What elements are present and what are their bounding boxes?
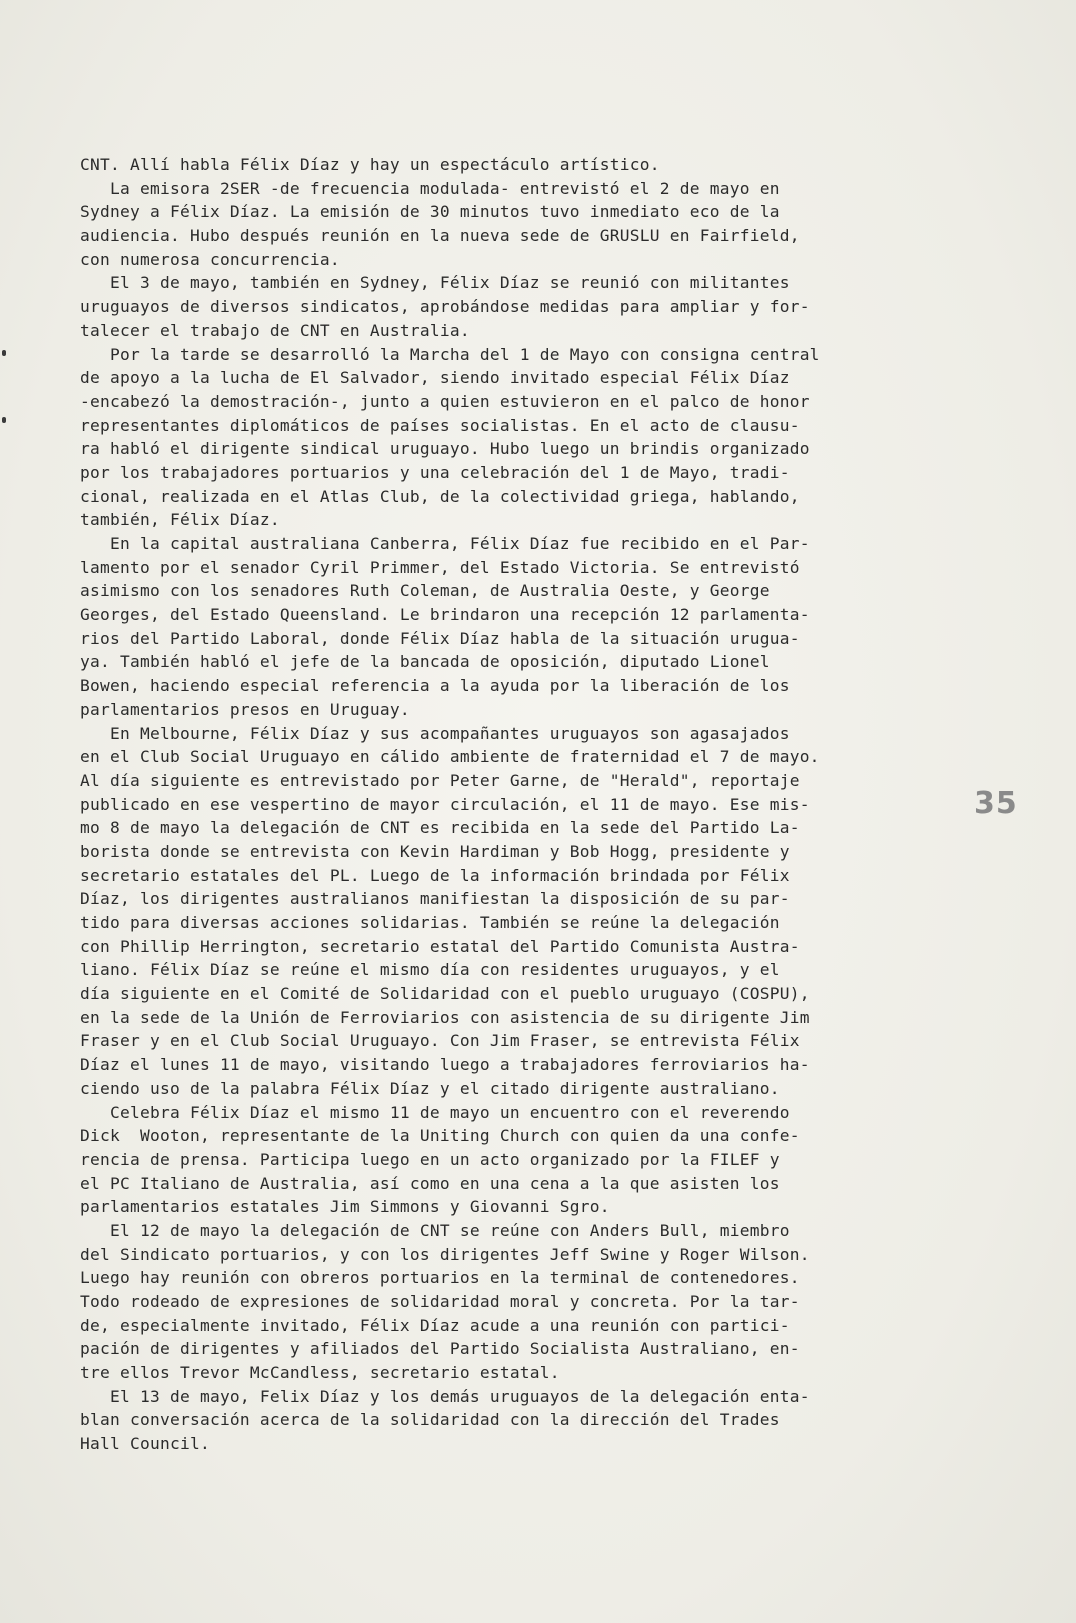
text-line: borista donde se entrevista con Kevin Hardiman y Bob Hogg, presidente y <box>80 841 790 861</box>
text-line: Todo rodeado de expresiones de solidaridad moral y concreta. Por la tar- <box>80 1292 800 1311</box>
text-line: Georges, del Estado Queensland. Le brindaron una recepción 12 parlamenta- <box>80 605 810 625</box>
text-line: El 12 de mayo la delegación de CNT se reúne con Anders Bull, miembro <box>80 1220 790 1240</box>
text-line: audiencia. Hubo después reunión en la nueva sede de GRUSLU en Fairfield, <box>80 226 800 246</box>
text-line: Hall Council. <box>80 1434 210 1454</box>
text-line: tre ellos Trevor McCandless, secretario estatal. <box>80 1363 560 1383</box>
text-line: también, Félix Díaz. <box>80 510 280 530</box>
body-text <box>80 153 970 1456</box>
text-line: Luego hay reunión con obreros portuarios en la terminal de contenedores. <box>80 1268 800 1288</box>
text-line: de, especialmente invitado, Félix Díaz acude a una reunión con partici- <box>80 1315 790 1335</box>
text-line: Díaz, los dirigentes australianos manifiestan la disposición de su par- <box>80 889 790 909</box>
page-number: 35 <box>974 786 1018 821</box>
text-line: lamento por el senador Cyril Primmer, del Estado Victoria. Se entrevistó <box>80 557 800 577</box>
text-line: en la sede de la Unión de Ferroviarios con asistencia de su dirigente Jim <box>80 1007 810 1027</box>
text-line: El 3 de mayo, también en Sydney, Félix Díaz se reunió con militantes <box>80 273 790 293</box>
text-line: Por la tarde se desarrolló la Marcha del 1 de Mayo con consigna central <box>80 344 820 364</box>
text-line: ya. También habló el jefe de la bancada de oposición, diputado Lionel <box>80 652 770 672</box>
text-line: mo 8 de mayo la delegación de CNT es recibida en la sede del Partido La- <box>80 818 800 838</box>
text-line: tido para diversas acciones solidarias. También se reúne la delegación <box>80 913 780 932</box>
text-line: secretario estatales del PL. Luego de la información brindada por Félix <box>80 865 790 885</box>
text-line: parlamentarios estatales Jim Simmons y Giovanni Sgro. <box>80 1197 610 1217</box>
text-line: de apoyo a la lucha de El Salvador, siendo invitado especial Félix Díaz <box>80 368 790 388</box>
text-line: por los trabajadores portuarios y una celebración del 1 de Mayo, tradi- <box>80 462 790 482</box>
text-line: rencia de prensa. Participa luego en un acto organizado por la FILEF y <box>80 1149 780 1169</box>
text-line: blan conversación acerca de la solidaridad con la dirección del Trades <box>80 1410 780 1430</box>
text-line: Bowen, haciendo especial referencia a la ayuda por la liberación de los <box>80 676 790 696</box>
text-line: representantes diplomáticos de países socialistas. En el acto de clausu- <box>80 415 800 435</box>
text-line: Díaz el lunes 11 de mayo, visitando luego a trabajadores ferroviarios ha- <box>80 1055 810 1075</box>
text-line: Dick Wooton, representante de la Uniting Church con quien da una confe- <box>80 1126 800 1146</box>
text-line: CNT. Allí habla Félix Díaz y hay un espectáculo artístico. <box>80 155 660 174</box>
text-line: cional, realizada en el Atlas Club, de la colectividad griega, hablando, <box>80 486 800 506</box>
text-line: en el Club Social Uruguayo en cálido ambiente de fraternidad el 7 de mayo. <box>80 747 820 767</box>
text-line: En Melbourne, Félix Díaz y sus acompañantes uruguayos son agasajados <box>80 723 790 743</box>
text-line: Celebra Félix Díaz el mismo 11 de mayo un encuentro con el reverendo <box>80 1102 790 1122</box>
text-line: asimismo con los senadores Ruth Coleman, de Australia Oeste, y George <box>80 581 770 601</box>
text-line: ra habló el dirigente sindical uruguayo. Hubo luego un brindis organizado <box>80 439 810 459</box>
text-line: publicado en ese vespertino de mayor circulación, el 11 de mayo. Ese mis- <box>80 794 810 814</box>
text-line: El 13 de mayo, Felix Díaz y los demás uruguayos de la delegación enta- <box>80 1386 810 1406</box>
text-line: del Sindicato portuarios, y con los dirigentes Jeff Swine y Roger Wilson. <box>80 1244 810 1264</box>
text-line: con Phillip Herrington, secretario estatal del Partido Comunista Austra- <box>80 936 800 956</box>
text-line: La emisora 2SER -de frecuencia modulada- entrevistó el 2 de mayo en <box>80 178 780 198</box>
text-line: ciendo uso de la palabra Félix Díaz y el citado dirigente australiano. <box>80 1078 780 1098</box>
text-line: rios del Partido Laboral, donde Félix Díaz habla de la situación urugua- <box>80 628 800 648</box>
text-line: uruguayos de diversos sindicatos, aprobándose medidas para ampliar y for- <box>80 297 810 317</box>
text-line: día siguiente en el Comité de Solidaridad con el pueblo uruguayo (COSPU), <box>80 984 810 1004</box>
text-line: Al día siguiente es entrevistado por Peter Garne, de "Herald", reportaje <box>80 770 800 790</box>
scan-mark <box>2 350 6 356</box>
text-line: Fraser y en el Club Social Uruguayo. Con Jim Fraser, se entrevista Félix <box>80 1031 800 1051</box>
text-line: con numerosa concurrencia. <box>80 249 340 269</box>
text-line: el PC Italiano de Australia, así como en una cena a la que asisten los <box>80 1173 780 1193</box>
text-line: liano. Félix Díaz se reúne el mismo día con residentes uruguayos, y el <box>80 960 780 980</box>
text-line: Sydney a Félix Díaz. La emisión de 30 minutos tuvo inmediato eco de la <box>80 202 780 222</box>
text-line: En la capital australiana Canberra, Félix Díaz fue recibido en el Par- <box>80 534 810 553</box>
text-line: parlamentarios presos en Uruguay. <box>80 699 410 719</box>
text-line: pación de dirigentes y afiliados del Partido Socialista Australiano, en- <box>80 1339 800 1359</box>
scan-mark <box>2 417 6 423</box>
text-line: talecer el trabajo de CNT en Australia. <box>80 320 470 340</box>
text-line: -encabezó la demostración-, junto a quien estuvieron en el palco de honor <box>80 391 810 411</box>
